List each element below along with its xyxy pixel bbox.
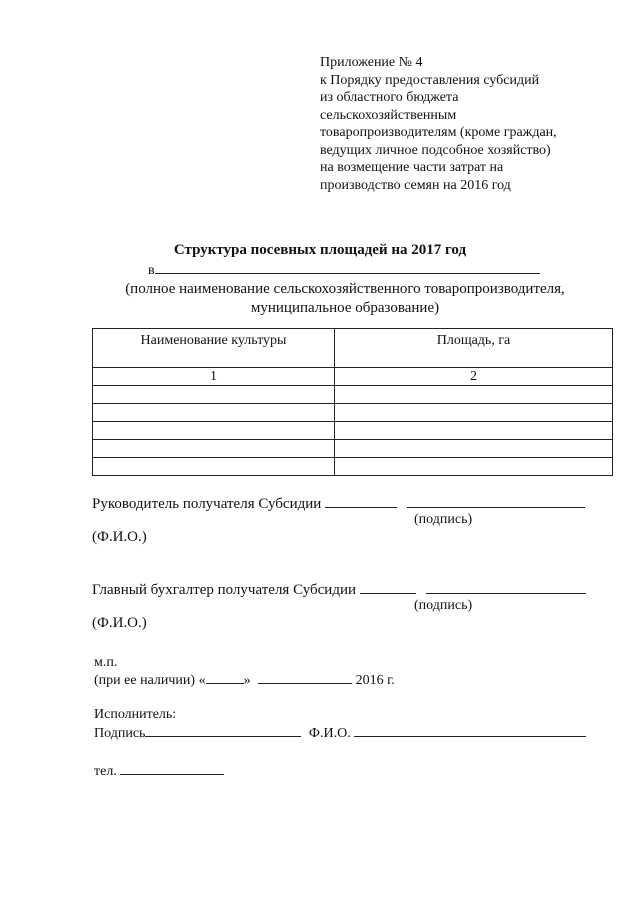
crop-cell[interactable] — [93, 440, 335, 458]
tel-prefix: тел. — [94, 764, 117, 779]
crop-cell[interactable] — [93, 386, 335, 404]
phone-field[interactable] — [120, 761, 224, 775]
accountant-name-field[interactable] — [426, 580, 586, 594]
table-header-row — [93, 329, 613, 368]
head-label: Руководитель получателя Субсидии — [92, 496, 322, 512]
executor-line — [94, 723, 586, 742]
in-prefix: в — [148, 263, 155, 278]
fio-prefix: Ф.И.О. — [308, 726, 351, 741]
year-label: 2016 г. — [355, 673, 395, 688]
crop-area-table — [92, 328, 613, 476]
accountant-signature-note: (подпись) — [414, 598, 473, 613]
date-line — [94, 670, 395, 689]
stamp-label: м.п. — [94, 655, 118, 670]
stamp-note: (при ее наличии) « — [94, 673, 206, 688]
executor-fio-field[interactable] — [354, 723, 586, 737]
appendix-line: ведущих личное подсобное хозяйство) — [320, 142, 551, 158]
column-header-area: Площадь, га — [335, 329, 613, 368]
accountant-fio-label: (Ф.И.О.) — [92, 615, 147, 631]
column-number-1: 1 — [93, 368, 335, 386]
head-signature-line — [92, 494, 585, 513]
executor-label: Исполнитель: — [94, 707, 177, 722]
accountant-signature-field[interactable] — [360, 580, 416, 594]
producer-name-note — [0, 280, 640, 318]
head-fio-label: (Ф.И.О.) — [92, 529, 147, 545]
month-field[interactable] — [258, 670, 352, 684]
appendix-header — [320, 54, 557, 194]
signature-prefix: Подпись — [94, 726, 146, 741]
area-cell[interactable] — [335, 386, 613, 404]
appendix-line: на возмещение части затрат на — [320, 160, 504, 175]
area-cell[interactable] — [335, 404, 613, 422]
table-row — [93, 458, 613, 476]
crop-cell[interactable] — [93, 404, 335, 422]
area-cell[interactable] — [335, 458, 613, 476]
area-cell[interactable] — [335, 440, 613, 458]
appendix-line: сельскохозяйственным — [320, 107, 457, 123]
phone-line — [94, 761, 224, 780]
producer-name-field[interactable] — [155, 260, 540, 274]
document-title: Структура посевных площадей на 2017 год — [173, 242, 467, 258]
table-row — [93, 440, 613, 458]
producer-name-line — [148, 260, 540, 279]
appendix-line: к Порядку предоставления субсидий — [320, 72, 540, 88]
head-signature-note: (подпись) — [414, 512, 473, 527]
accountant-signature-line — [92, 580, 586, 599]
appendix-line: товаропроизводителям (кроме граждан, — [320, 125, 557, 140]
note-line: муниципальное образование) — [250, 300, 440, 316]
appendix-line: из областного бюджета — [320, 90, 459, 105]
crop-cell[interactable] — [93, 422, 335, 440]
accountant-label: Главный бухгалтер получателя Субсидии — [92, 582, 357, 598]
executor-signature-field[interactable] — [145, 723, 301, 737]
head-signature-field[interactable] — [325, 494, 397, 508]
appendix-line: производство семян на 2016 год — [320, 177, 511, 193]
table-number-row — [93, 368, 613, 386]
head-name-field[interactable] — [407, 494, 585, 508]
crop-cell[interactable] — [93, 458, 335, 476]
table-row — [93, 386, 613, 404]
column-header-crop: Наименование культуры — [93, 329, 335, 368]
day-field[interactable] — [206, 670, 244, 684]
closing-quote: » — [243, 673, 251, 688]
appendix-line: Приложение № 4 — [320, 55, 423, 70]
table-row — [93, 404, 613, 422]
table-row — [93, 422, 613, 440]
column-number-2: 2 — [335, 368, 613, 386]
area-cell[interactable] — [335, 422, 613, 440]
note-line: (полное наименование сельскохозяйственного товаропроизводителя, — [125, 281, 565, 297]
